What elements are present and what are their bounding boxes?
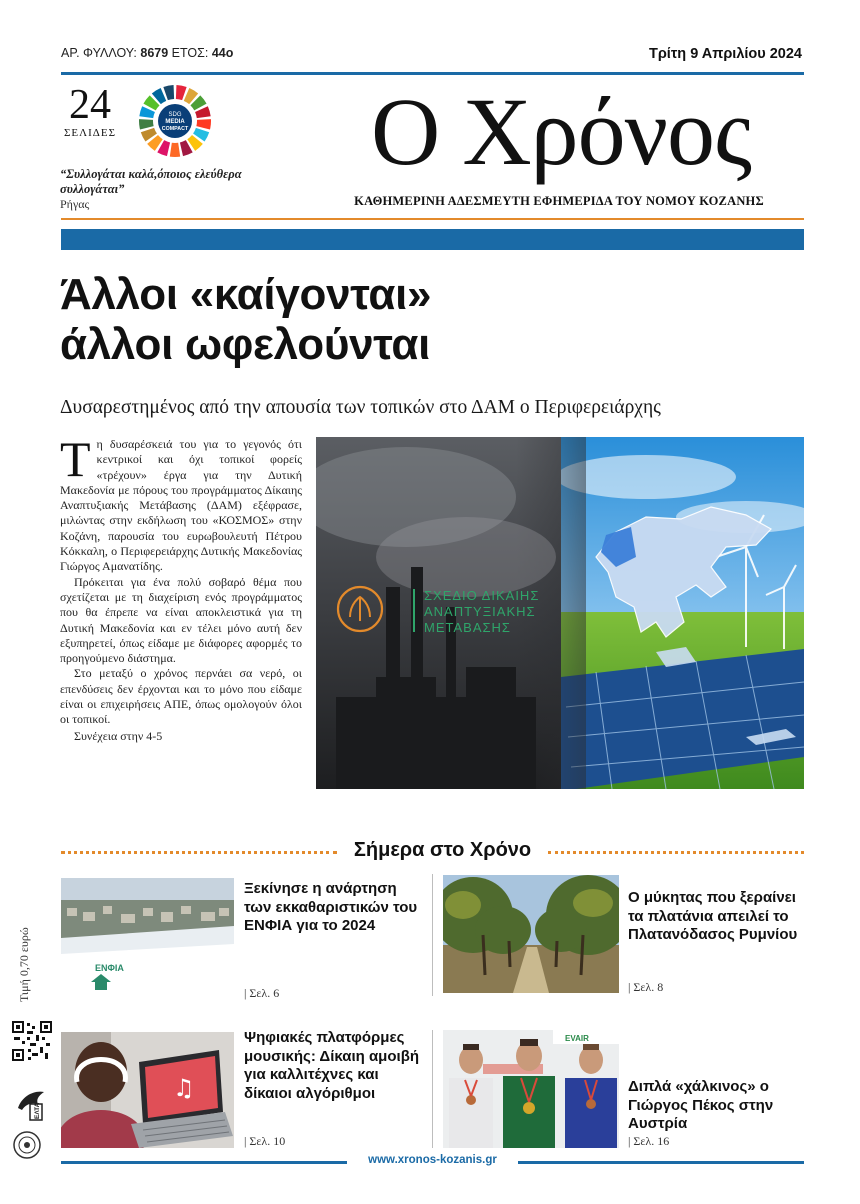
section-dots-right <box>548 851 804 854</box>
seal-icon <box>12 1130 42 1160</box>
year-number: 44ο <box>211 46 234 60</box>
lead-headline[interactable] <box>60 270 800 370</box>
teaser-separator-top <box>432 874 433 996</box>
teaser-image-music[interactable] <box>61 1032 234 1148</box>
lead-article-body <box>60 431 302 744</box>
teaser-title-3[interactable]: Ψηφιακές πλατφόρμες μουσικής: Δίκαιη αμοιβή για καλλιτέχνες και δίκαιοι αλγόριθμοι <box>244 1029 420 1102</box>
teaser-title-4[interactable]: Διπλά «χάλκινος» ο Γιώργος Πέκος στην Αυστρία <box>628 1078 774 1132</box>
newspaper-tagline: ΚΑΘΗΜΕΡΙΝΗ ΑΔΕΣΜΕΥΤΗ ΕΦΗΜΕΡΙΔΑ ΤΟΥ ΝΟΜΟΥ ΚΟΖΑΝΗΣ <box>354 194 764 208</box>
evair-banner: EVAIR <box>565 1034 589 1043</box>
lead-paragraph-1: Τη δυσαρέσκειά του για το γεγονός ότι κεντρικοί και όχι τοπικοί φορείς «τρέχουν» έργα για την Δυτική Μακεδονία με πόρους του προγράμματος Δίκαιης Αναπτυξιακής Μετάβασης (ΔΑΜ) εξέφρασε, μιλώντας στην εκδήλωση του «ΚΟΣΜΟΣ» στην Κοζάνη, παρουσία του ευρωβουλευτή Πέτρου Κόκκαλη, ο Περιφερειάρχης Δυτικής Μακεδονίας Γιώργος Αμανατίδης. <box>60 431 302 574</box>
headline-line-2: άλλοι ωφελούνται <box>60 320 431 369</box>
teaser-page-2: | Σελ. 8 <box>628 980 664 994</box>
orange-rule <box>61 218 804 220</box>
qr-code-icon[interactable] <box>12 1021 52 1061</box>
pages-count: 24 <box>69 82 111 128</box>
footer-rule-right <box>518 1161 804 1164</box>
dropcap: Τ <box>60 431 91 487</box>
sdg-media-compact-logo <box>138 84 212 158</box>
blue-bar <box>61 229 804 250</box>
teaser-page-4: | Σελ. 16 <box>628 1134 670 1148</box>
issue-label: ΑΡ. ΦΥΛΛΟΥ: <box>61 46 137 60</box>
sdg-badge-line-3: COMPACT <box>161 126 189 132</box>
newspaper-logo: Ο Χρόνος <box>371 78 751 185</box>
teaser-title-2[interactable]: Ο μύκητας που ξεραίνει τα πλατάνια απειλεί το Πλατανόδασος Ρυμνίου <box>628 889 798 943</box>
teaser-page-1: | Σελ. 6 <box>244 986 280 1000</box>
elta-text: ΕΛΤΑ <box>34 1102 41 1119</box>
teaser-separator-bottom <box>432 1030 433 1148</box>
headline-line-1: Άλλοι «καίγονται» <box>60 270 432 319</box>
jtp-line-1: ΣΧΕΔΙΟ ΔΙΚΑΙΗΣ <box>424 588 540 603</box>
year-label: ΕΤΟΣ: <box>171 46 209 60</box>
jtp-line-2: ΑΝΑΠΤΥΞΙΑΚΗΣ <box>424 604 536 619</box>
lead-image-just-transition[interactable] <box>316 437 804 789</box>
jtp-line-3: ΜΕΤΑΒΑΣΗΣ <box>424 620 511 635</box>
price-text: Τιμή 0,70 ευρώ <box>17 927 31 1002</box>
lead-paragraph-3: Στο μεταξύ ο χρόνος περνάει σα νερό, οι επενδύσεις δεν έρχονται και το μόνο που είδαμε είναι οι επιχειρήσεις ΑΠΕ, όπως ομολογούν όλοι οι τοπικοί. <box>60 666 302 727</box>
teaser-image-swimmers[interactable] <box>443 1030 619 1148</box>
lead-subhead: Δυσαρεστημένος από την απουσία των τοπικών στο ΔΑΜ ο Περιφερειάρχης <box>60 397 661 418</box>
sdg-badge-line-2: MEDIA <box>165 119 185 125</box>
footer-website-link[interactable]: www.xronos-kozanis.gr <box>368 1154 497 1166</box>
section-dots-left <box>61 851 337 854</box>
teaser-image-enfia[interactable] <box>61 878 234 994</box>
sdg-segment <box>139 119 154 129</box>
elta-logo-icon <box>14 1086 48 1122</box>
teaser-page-3: | Σελ. 10 <box>244 1134 286 1148</box>
pages-label: ΣΕΛΙΔΕΣ <box>64 127 116 139</box>
svg-text:♫: ♫ <box>173 1074 195 1102</box>
continue-link[interactable]: Συνέχεια στην 4-5 <box>74 728 163 743</box>
sdg-badge-line-1: SDG <box>168 112 182 118</box>
footer-rule-left <box>61 1161 347 1164</box>
issue-date: Τρίτη 9 Απριλίου 2024 <box>648 46 802 62</box>
section-title: Σήμερα στο Χρόνο <box>353 839 532 861</box>
sdg-segment <box>170 143 180 157</box>
top-rule <box>61 72 804 75</box>
quote-author: Ρήγας <box>60 197 90 211</box>
sdg-segment <box>196 119 211 129</box>
issue-info <box>61 46 233 60</box>
enfia-sign: ΕΝΦΙΑ <box>95 963 124 973</box>
issue-number: 8679 <box>140 46 169 60</box>
price-label <box>14 906 34 1006</box>
teaser-image-plane-trees[interactable] <box>443 875 619 993</box>
teaser-title-1[interactable]: Ξεκίνησε η ανάρτηση των εκκαθαριστικών του ΕΝΦΙΑ για το 2024 <box>244 880 418 934</box>
masthead-quote: “Συλλογάται καλά,όποιος ελεύθερα συλλογάται” <box>60 167 242 196</box>
lead-paragraph-2: Πρόκειται για ένα πολύ σοβαρό θέμα που σχετίζεται με τη διαχείριση ενός προγράμματος που θα έπρεπε να είναι αποκλειστικά για τη Δυτική Μακεδονία και εν τέλει μόνο αυτή δεν εξυπηρετεί, όπως είδαμε με διάφορες αφορμές το προηγούμενο διάστημα. <box>60 574 302 666</box>
